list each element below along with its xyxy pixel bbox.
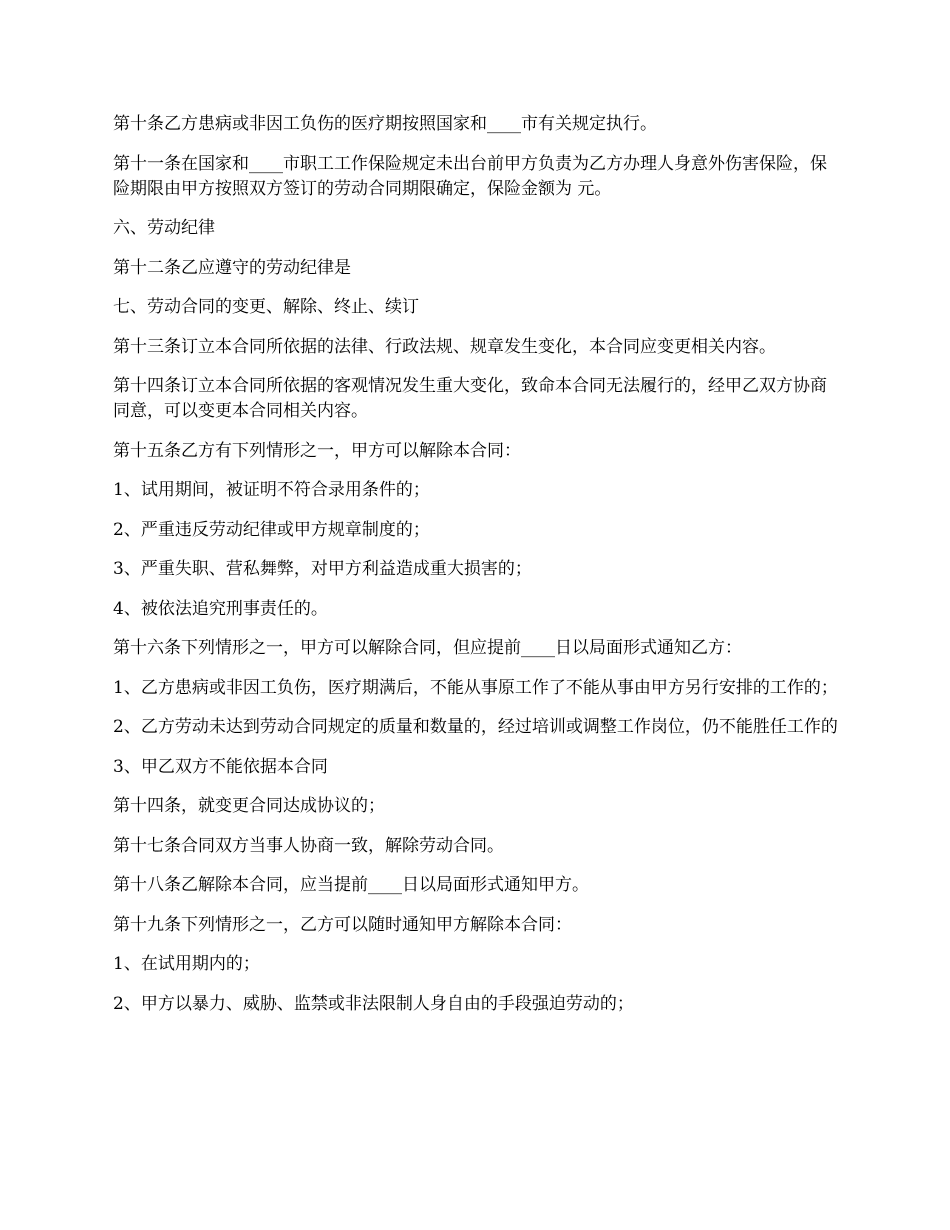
paragraph-article-15: 第十五条乙方有下列情形之一，甲方可以解除本合同：	[113, 440, 521, 461]
list-item-15-4: 4、被依法追究刑事责任的。	[113, 598, 328, 619]
list-item-15-1: 1、试用期间，被证明不符合录用条件的；	[113, 480, 430, 500]
paragraph-article-12: 第十二条乙应遵守的劳动纪律是	[113, 257, 351, 278]
paragraph-article-14: 第十四条订立本合同所依据的客观情况发生重大变化，致命本合同无法履行的，经甲乙双方协商同意，可以变更本合同相关内容。	[113, 376, 827, 421]
list-item-16-1: 1、乙方患病或非因工负伤，医疗期满后，不能从事原工作了不能从事由甲方另行安排的工作的；	[113, 677, 838, 698]
list-item-19-1: 1、在试用期内的；	[113, 954, 260, 974]
list-item-15-3: 3、严重失职、营私舞弊，对甲方利益造成重大损害的；	[113, 559, 532, 579]
paragraph-article-18: 第十八条乙解除本合同，应当提前____日以局面形式通知甲方。	[113, 875, 589, 895]
paragraph-article-14-ref: 第十四条，就变更合同达成协议的；	[113, 796, 385, 816]
paragraph-article-16: 第十六条下列情形之一，甲方可以解除合同，但应提前____日以局面形式通知乙方：	[113, 638, 742, 658]
list-item-15-2: 2、严重违反劳动纪律或甲方规章制度的；	[113, 519, 430, 540]
list-item-16-3: 3、甲乙双方不能依据本合同	[113, 756, 328, 777]
paragraph-article-19: 第十九条下列情形之一，乙方可以随时通知甲方解除本合同：	[113, 914, 572, 935]
section-heading-labor-discipline: 六、劳动纪律	[113, 218, 215, 238]
paragraph-article-11: 第十一条在国家和____市职工工作保险规定未出台前甲方负责为乙方办理人身意外伤害保险，保险期限由甲方按照双方签订的劳动合同期限确定，保险金额为 元。	[113, 153, 827, 199]
document-page	[113, 112, 843, 1031]
section-heading-contract-changes: 七、劳动合同的变更、解除、终止、续订	[113, 297, 419, 317]
list-item-19-2: 2、甲方以暴力、威胁、监禁或非法限制人身自由的手段强迫劳动的；	[113, 993, 634, 1014]
list-item-16-2: 2、乙方劳动未达到劳动合同规定的质量和数量的，经过培训或调整工作岗位，仍不能胜任工作的	[113, 717, 838, 737]
paragraph-article-17: 第十七条合同双方当事人协商一致，解除劳动合同。	[113, 835, 504, 856]
paragraph-article-10: 第十条乙方患病或非因工负伤的医疗期按照国家和____市有关规定执行。	[113, 114, 657, 134]
paragraph-article-13: 第十三条订立本合同所依据的法律、行政法规、规章发生变化，本合同应变更相关内容。	[113, 336, 776, 357]
